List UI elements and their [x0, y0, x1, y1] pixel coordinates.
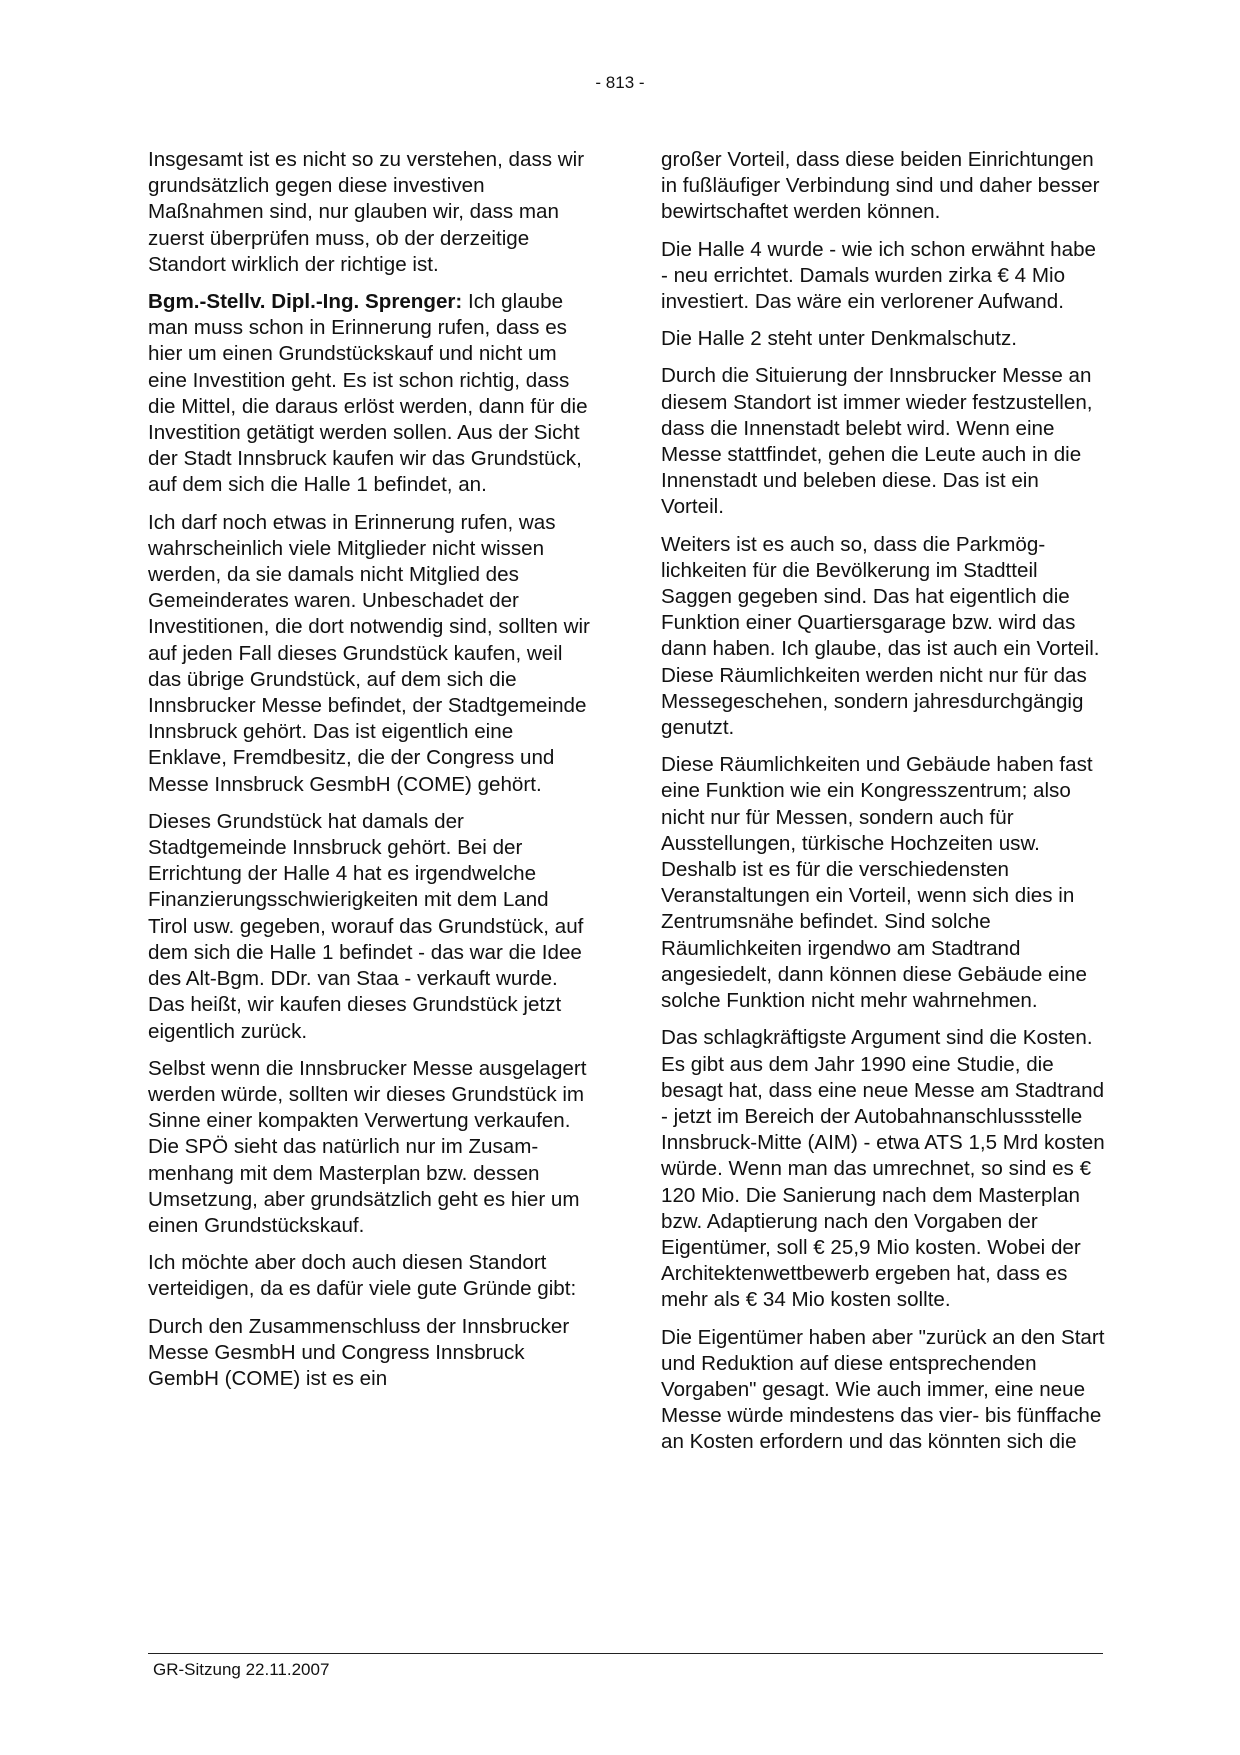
- paragraph: Die Halle 4 wurde - wie ich schon erwähnt habe - neu errichtet. Damals wurden zirka € 4 Mio investiert. Das wäre ein verlorener Aufwand.: [661, 237, 1096, 314]
- speaker-name: Bgm.-Stellv. Dipl.-Ing. Sprenger:: [148, 290, 463, 314]
- page-number: - 813 -: [595, 73, 645, 92]
- paragraph: Ich möchte aber doch auch diesen Standort verteidigen, da es dafür viele gute Gründe gibt:: [148, 1251, 577, 1301]
- paragraph: Durch die Situierung der Innsbrucker Messe an diesem Standort ist immer wieder festzustellen, dass die Innenstadt belebt wird. Wenn eine Messe stattfindet, gehen die Leute auch in die Innenstadt und beleben diese. Das ist ein Vorteil.: [661, 364, 1093, 519]
- paragraph-speaker-sprenger: [148, 289, 593, 499]
- paragraph: Dieses Grundstück hat damals der Stadtgemeinde Innsbruck gehört. Bei der Errichtung der Halle 4 hat es irgendwelche Finanzierungsschwierigkeiten mit dem Land Tirol usw. gegeben, worauf das Grundstück, auf dem sich die Halle 1 befindet - das war die Idee des Alt-Bgm. DDr. van Staa - verkauft wurde. Das heißt, wir kaufen dieses Grundstück jetzt eigentlich zurück.: [148, 809, 584, 1043]
- speaker-text: Ich glaube man muss schon in Erinnerung rufen, dass es hier um einen Grundstückskauf und nicht um eine Investition geht. Es ist schon richtig, dass die Mittel, die daraus erlöst werden, dann für die Investition getätigt werden sollen. Aus der Sicht der Stadt Innsbruck kaufen wir das Grundstück, auf dem sich die Halle 1 befindet, an.: [148, 290, 588, 497]
- right-column: [661, 147, 1106, 1467]
- paragraph: großer Vorteil, dass diese beiden Einrichtungen in fußläufiger Verbindung sind und daher besser bewirtschaftet werden können.: [661, 148, 1100, 224]
- paragraph: Insgesamt ist es nicht so zu verstehen, dass wir grundsätzlich gegen diese investiven Maßnahmen sind, nur glauben wir, dass man zuerst überprüfen muss, ob der derzeitige Standort wirklich der richtige ist.: [148, 148, 585, 276]
- paragraph: Die Halle 2 steht unter Denkmalschutz.: [661, 327, 1017, 351]
- footer-session-date: GR-Sitzung 22.11.2007: [153, 1660, 330, 1679]
- paragraph: Die Eigentümer haben aber "zurück an den Start und Reduktion auf diese entsprechenden Vorgaben" gesagt. Wie auch immer, eine neue Messe würde mindestens das vier- bis fünffache an Kosten erfordern und das könnten sich die: [661, 1325, 1105, 1454]
- paragraph: Ich darf noch etwas in Erinnerung rufen, was wahrscheinlich viele Mitglieder nicht wissen werden, da sie damals nicht Mitglied des Gemeinderates waren. Unbeschadet der Investitionen, die dort notwendig sind, sollten wir auf jeden Fall dieses Grundstück kaufen, weil das übrige Grundstück, auf dem sich die Innsbrucker Messe befindet, der Stadtgemeinde Innsbruck gehört. Das ist eigentlich eine Enklave, Fremdbesitz, die der Congress und Messe Innsbruck GesmbH (COME) gehört.: [148, 510, 590, 796]
- paragraph: Selbst wenn die Innsbrucker Messe ausgelagert werden würde, sollten wir dieses Grundstück im Sinne einer kompakten Verwertung verkaufen. Die SPÖ sieht das natürlich nur im Zusammenhang mit dem Masterplan bzw. dessen Umsetzung, aber grundsätzlich geht es hier um einen Grundstückskauf.: [148, 1056, 587, 1237]
- paragraph: Weiters ist es auch so, dass die Parkmöglichkeiten für die Bevölkerung im Stadtteil Saggen gegeben sind. Das hat eigentlich die Funktion einer Quartiersgarage bzw. wird das dann haben. Ich glaube, das ist auch ein Vorteil. Diese Räumlichkeiten werden nicht nur für das Messegeschehen, sondern jahresdurchgängig genutzt.: [661, 532, 1100, 740]
- footer-divider: [148, 1653, 1103, 1654]
- paragraph: Diese Räumlichkeiten und Gebäude haben fast eine Funktion wie ein Kongresszentrum; also nicht nur für Messen, sondern auch für Ausstellungen, türkische Hochzeiten usw. Deshalb ist es für die verschiedensten Veranstaltungen ein Vorteil, wenn sich dies in Zentrumsnähe befindet. Sind solche Räumlichkeiten irgendwo am Stadtrand angesiedelt, dann können diese Gebäude eine solche Funktion nicht mehr wahrnehmen.: [661, 753, 1093, 1013]
- paragraph: Durch den Zusammenschluss der Innsbrucker Messe GesmbH und Congress Innsbruck GembH (COME) ist es ein: [148, 1314, 570, 1390]
- paragraph: Das schlagkräftigste Argument sind die Kosten. Es gibt aus dem Jahr 1990 eine Studie, die besagt hat, dass eine neue Messe am Stadtrand - jetzt im Bereich der Autobahnanschlussstelle Innsbruck-Mitte (AIM) - etwa ATS 1,5 Mrd kosten würde. Wenn man das umrechnet, so sind es € 120 Mio. Die Sanierung nach dem Masterplan bzw. Adaptierung nach den Vorgaben der Eigentümer, soll € 25,9 Mio kosten. Wobei der Architektenwettbewerb ergeben hat, dass es mehr als € 34 Mio kosten sollte.: [661, 1026, 1105, 1312]
- left-column: [148, 147, 593, 1403]
